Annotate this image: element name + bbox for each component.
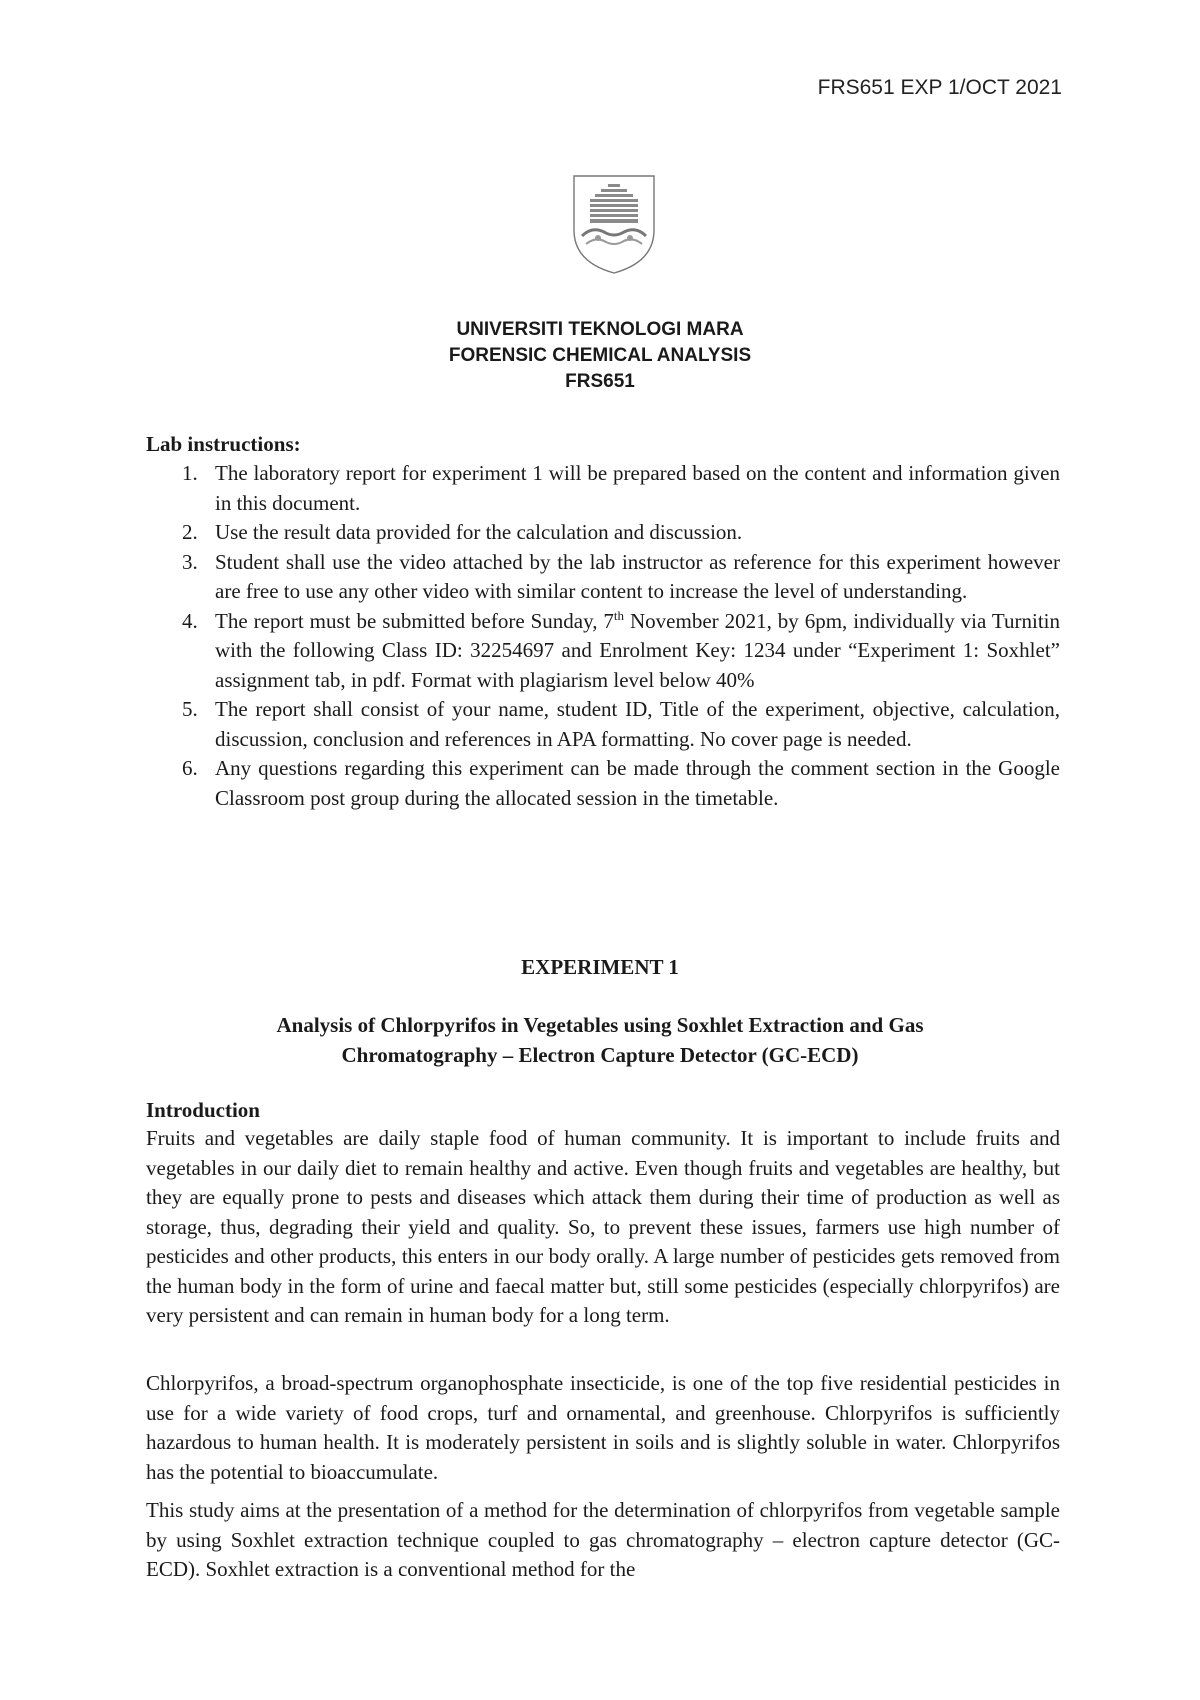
list-number: 1.	[182, 461, 198, 485]
experiment-subtitle	[150, 1011, 1050, 1070]
subtitle-line: Chromatography – Electron Capture Detector (GC-ECD)	[341, 1042, 859, 1067]
document-titles	[0, 317, 1200, 395]
list-item	[146, 459, 1060, 518]
list-text: Student shall use the video attached by the lab instructor as reference for this experiment however are free to use any other video with similar content to increase the level of understanding.	[215, 549, 1060, 603]
list-text: The laboratory report for experiment 1 will be prepared based on the content and information given in this document.	[215, 461, 1060, 515]
list-text: Use the result data provided for the calculation and discussion.	[215, 520, 743, 544]
list-item	[146, 518, 1060, 548]
list-number: 3.	[182, 549, 198, 574]
list-item	[146, 548, 1060, 607]
superscript: th	[613, 607, 625, 623]
course-code: FRS651	[565, 371, 635, 392]
list-text-part: November 2021, by 6pm, individually via Turnitin with the following Class ID: 32254697 and Enrolment Key: 1234 under “Experiment 1: Soxhlet” assignment tab, in pdf. Format with plagiarism level below 40%	[215, 608, 1060, 692]
experiment-title: EXPERIMENT 1	[521, 955, 679, 979]
university-crest-logo	[568, 172, 660, 276]
list-number: 5.	[182, 697, 198, 721]
subtitle-line: Analysis of Chlorpyrifos in Vegetables using Soxhlet Extraction and Gas	[276, 1013, 924, 1037]
list-text: Any questions regarding this experiment can be made through the comment section in the Google Classroom post group during the allocated session in the timetable.	[215, 756, 1060, 810]
list-number: 4.	[182, 608, 198, 633]
document-code: FRS651 EXP 1/OCT 2021	[817, 76, 1062, 99]
course-name: FORENSIC CHEMICAL ANALYSIS	[448, 345, 752, 366]
lab-instructions-list	[146, 459, 1060, 813]
list-text-part: The report must be submitted before Sunday, 7	[215, 608, 614, 633]
list-item	[146, 607, 1060, 696]
introduction-paragraph-1: Fruits and vegetables are daily staple food of human community. It is important to include fruits and vegetables in our daily diet to remain healthy and active. Even though fruits and vegetables are healthy, but they are equally prone to pests and diseases which attack them during their time of production as well as storage, thus, degrading their yield and quality. So, to prevent these issues, farmers use high number of pesticides and other products, this enters in our body orally. A large number of pesticides gets removed from the human body in the form of urine and faecal matter but, still some pesticides (especially chlorpyrifos) are very persistent and can remain in human body for a long term.	[146, 1126, 1060, 1327]
lab-instructions-heading: Lab instructions:	[146, 432, 301, 456]
introduction-paragraph-2: Chlorpyrifos, a broad-spectrum organophosphate insecticide, is one of the top five residential pesticides in use for a wide variety of food crops, turf and ornamental, and greenhouse. Chlorpyrifos is sufficiently hazardous to human health. It is moderately persistent in soils and is slightly soluble in water. Chlorpyrifos has the potential to bioaccumulate.	[146, 1371, 1060, 1484]
university-name: UNIVERSITI TEKNOLOGI MARA	[456, 319, 744, 340]
introduction-paragraph-3: This study aims at the presentation of a method for the determination of chlorpyrifos from vegetable sample by using Soxhlet extraction technique coupled to gas chromatography – electron capture detector (GC-ECD). Soxhlet extraction is a conventional method for the	[146, 1498, 1060, 1581]
list-item	[146, 695, 1060, 754]
list-item	[146, 754, 1060, 813]
introduction-heading: Introduction	[146, 1098, 260, 1122]
list-text	[215, 607, 1060, 696]
list-number: 2.	[182, 520, 198, 544]
list-number: 6.	[182, 756, 198, 780]
list-text: The report shall consist of your name, student ID, Title of the experiment, objective, calculation, discussion, conclusion and references in APA formatting. No cover page is needed.	[215, 697, 1060, 751]
